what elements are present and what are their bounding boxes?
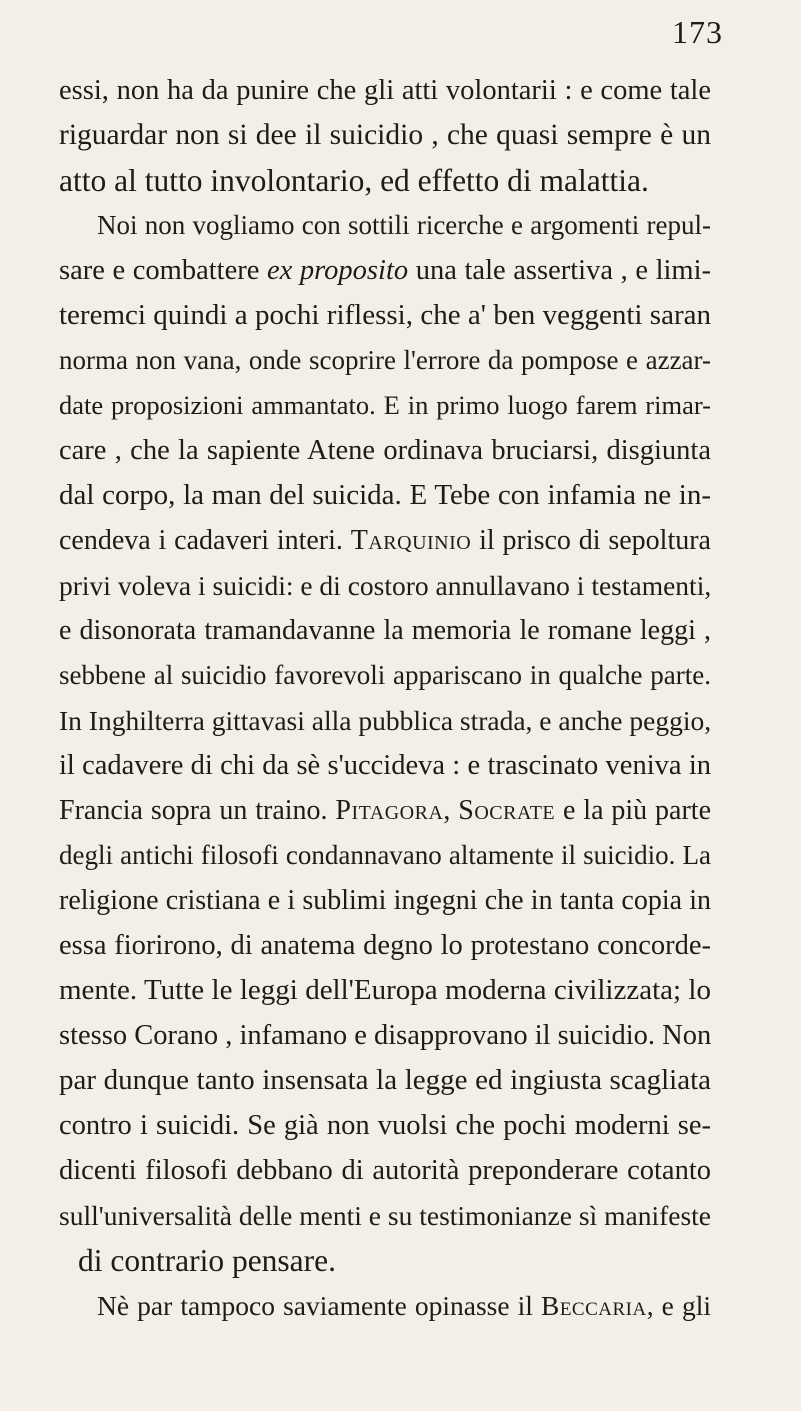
text-line: dal corpo, la man del suicida. E Tebe con infamia ne in- — [59, 479, 711, 511]
text-line: stesso Corano , infamano e disapprovano il suicidio. Non — [59, 1020, 712, 1051]
text-line: essa fiorirono, di anatema degno lo protestano concorde- — [59, 930, 711, 961]
text-line: atto al tutto involontario, ed effetto di malattia. — [59, 163, 649, 198]
text-line: In Inghilterra gittavasi alla pubblica strada, e anche peggio, — [59, 705, 712, 736]
text-line: dicenti filosofi debbano di autorità preponderare cotanto — [59, 1155, 711, 1186]
text-line: par dunque tanto insensata la legge ed ingiusta scagliata — [59, 1064, 711, 1096]
text-line: teremci quindi a pochi riflessi, che a' ben veggenti saran — [59, 299, 711, 331]
text-line: privi voleva i suicidi: e di costoro annullavano i testamenti, — [59, 570, 712, 601]
text-line: sebbene al suicidio favorevoli appariscano in qualche parte. — [59, 660, 711, 690]
latin-phrase: ex proposito — [266, 255, 409, 286]
text-line: cendeva i cadaveri interi. Tarquinio il prisco di sepoltura — [59, 525, 711, 556]
name-tarquinio: Tarquinio — [350, 525, 472, 556]
text-line: Noi non vogliamo con sottili ricerche e argomenti repul- — [97, 210, 711, 240]
text-line: date proposizioni ammantato. E in primo luogo farem rimar- — [59, 390, 711, 420]
name-socrate: Socrate — [458, 795, 556, 826]
name-pitagora: Pitagora — [335, 795, 444, 826]
text-line: essi, non ha da punire che gli atti volontarii : e come tale — [59, 75, 711, 106]
text-line: e disonorata tramandavanne la memoria le romane leggi , — [59, 615, 711, 646]
text-line: norma non vana, onde scoprire l'errore da pompose e azzar- — [59, 345, 711, 375]
name-beccaria: Beccaria — [540, 1290, 647, 1321]
text-line: sare e combattere ex proposito una tale assertiva , e limi- — [59, 255, 712, 286]
text-line: mente. Tutte le leggi dell'Europa moderna civilizzata; lo — [59, 974, 711, 1006]
text-line: contro i suicidi. Se già non vuolsi che pochi moderni se- — [59, 1110, 711, 1141]
text-line: sull'universalità delle menti e su testimonianze sì manifeste — [59, 1200, 711, 1231]
text-line: il cadavere di chi da sè s'uccideva : e trascinato veniva in — [59, 750, 711, 781]
text-line: riguardar non si dee il suicidio , che quasi sempre è un — [59, 119, 711, 151]
text-line: Francia sopra un traino. Pitagora, Socrate e la più parte — [59, 795, 711, 826]
text-line: religione cristiana e i sublimi ingegni che in tanta copia in — [59, 885, 711, 916]
body-text — [59, 68, 711, 1328]
text-line: degli antichi filosofi condannavano altamente il suicidio. La — [59, 840, 711, 870]
page-number: 173 — [672, 14, 723, 50]
text-line: di contrario pensare. — [78, 1243, 337, 1278]
text-line: care , che la sapiente Atene ordinava bruciarsi, disgiunta — [59, 435, 711, 466]
text-line: Nè par tampoco saviamente opinasse il Beccaria, e gli — [97, 1290, 711, 1321]
